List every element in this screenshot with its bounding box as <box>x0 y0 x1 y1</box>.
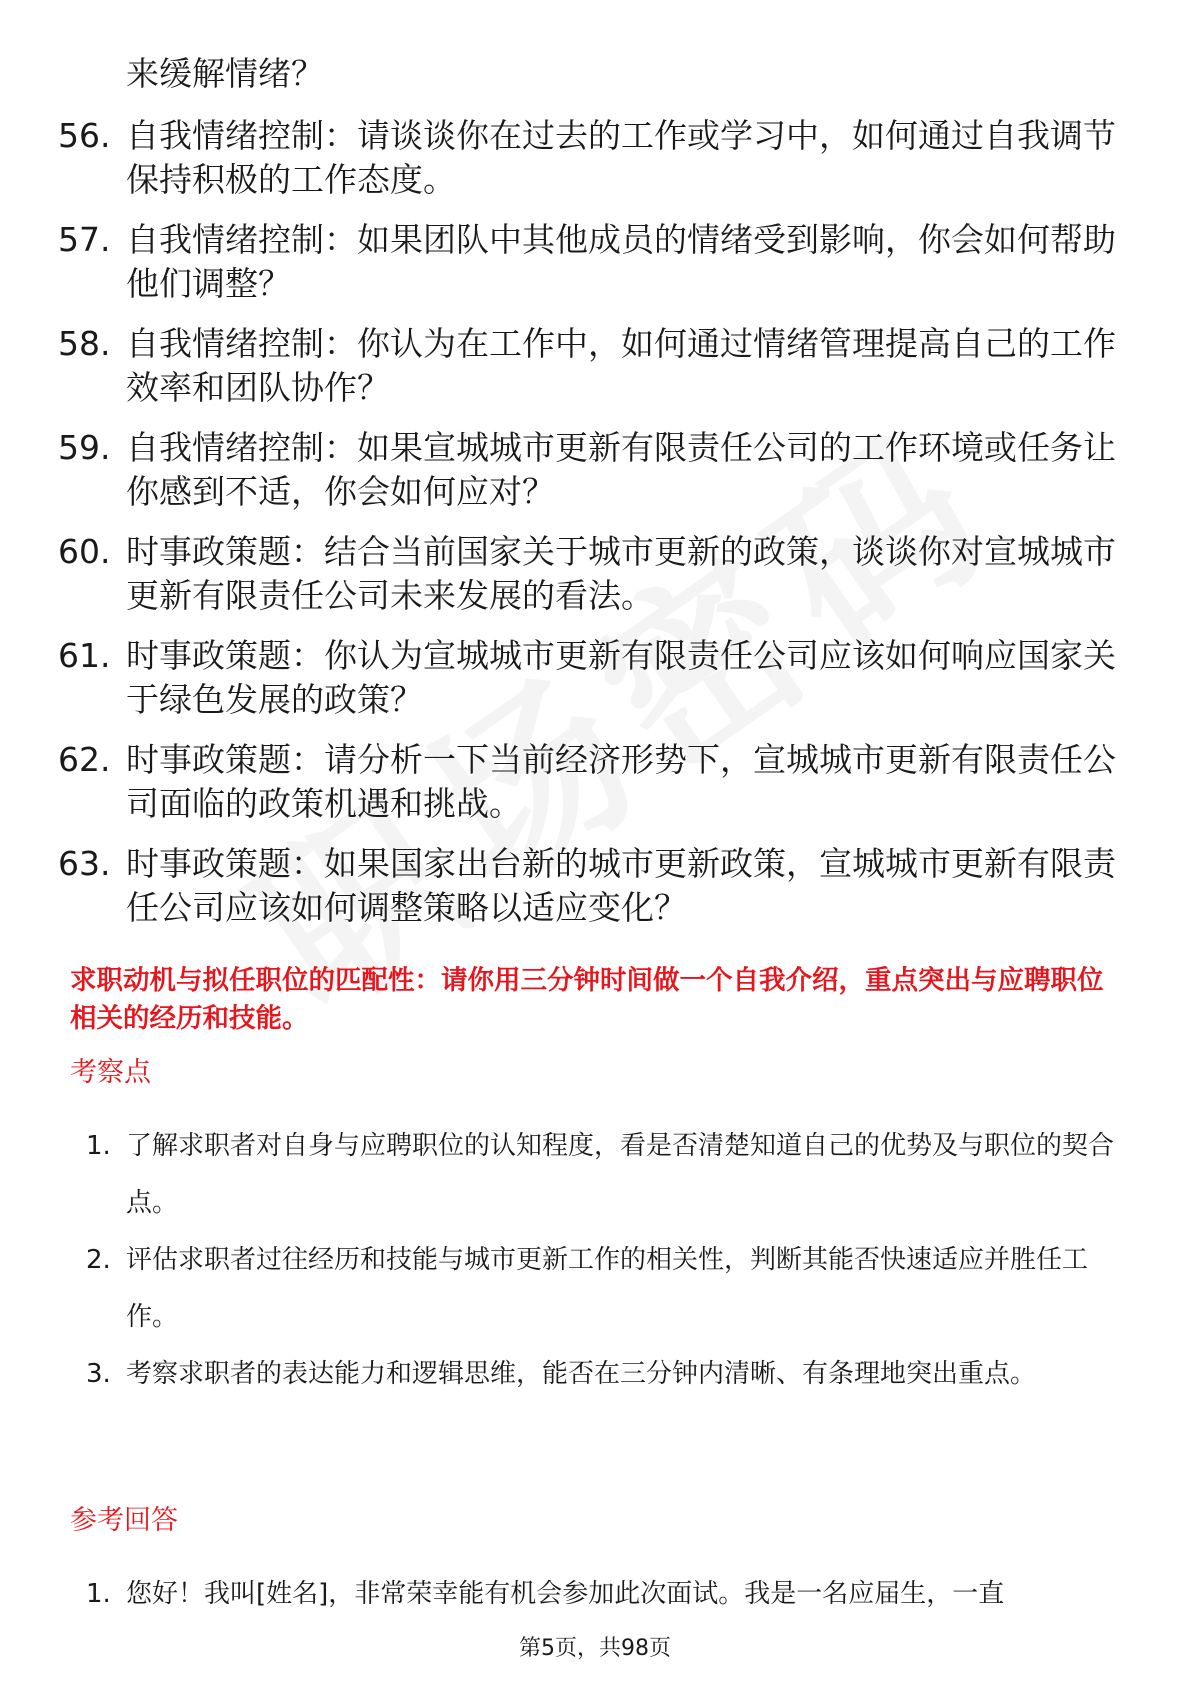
question-number: 57. <box>58 220 111 259</box>
point-number: 1. <box>86 1131 111 1161</box>
question-text: 自我情绪控制：请谈谈你在过去的工作或学习中，如何通过自我调节保持积极的工作态度。 <box>126 116 1116 199</box>
question-text: 自我情绪控制：你认为在工作中，如何通过情绪管理提高自己的工作效率和团队协作？ <box>126 324 1116 407</box>
question-text: 自我情绪控制：如果宣城城市更新有限责任公司的工作环境或任务让你感到不适，你会如何应对？ <box>126 428 1116 511</box>
question-list <box>58 114 1118 946</box>
question-text: 时事政策题：你认为宣城城市更新有限责任公司应该如何响应国家关于绿色发展的政策？ <box>126 636 1116 719</box>
question-item <box>58 842 1118 930</box>
examine-points <box>86 1118 1126 1403</box>
question-number: 56. <box>58 116 111 155</box>
point-text: 考察求职者的表达能力和逻辑思维，能否在三分钟内清晰、有条理地突出重点。 <box>126 1359 1037 1389</box>
point-text: 您好！我叫[姓名]，非常荣幸能有机会参加此次面试。我是一名应届生，一直 <box>126 1579 1005 1609</box>
question-number: 61. <box>58 636 111 675</box>
question-number: 60. <box>58 532 111 571</box>
examine-point <box>86 1346 1126 1403</box>
continued-text: 来缓解情绪？ <box>126 54 324 93</box>
examine-point <box>86 1118 1126 1232</box>
point-text: 了解求职者对自身与应聘职位的认知程度，看是否清楚知道自己的优势及与职位的契合点。 <box>126 1131 1115 1218</box>
question-text: 时事政策题：结合当前国家关于城市更新的政策，谈谈你对宣城城市更新有限责任公司未来发展的看法。 <box>126 532 1116 615</box>
point-text: 评估求职者过往经历和技能与城市更新工作的相关性，判断其能否快速适应并胜任工作。 <box>126 1245 1089 1332</box>
question-heading: 求职动机与拟任职位的匹配性：请你用三分钟时间做一个自我介绍，重点突出与应聘职位相关的经历和技能。 <box>70 965 1104 1034</box>
question-text: 自我情绪控制：如果团队中其他成员的情绪受到影响，你会如何帮助他们调整？ <box>126 220 1116 303</box>
question-text: 时事政策题：如果国家出台新的城市更新政策，宣城城市更新有限责任公司应该如何调整策略以适应变化？ <box>126 844 1116 927</box>
point-number: 1. <box>86 1579 111 1609</box>
question-item <box>58 114 1118 202</box>
question-number: 63. <box>58 844 111 883</box>
question-item <box>58 634 1118 722</box>
question-number: 62. <box>58 740 111 779</box>
question-text: 时事政策题：请分析一下当前经济形势下，宣城城市更新有限责任公司面临的政策机遇和挑战。 <box>126 740 1116 823</box>
answer-points <box>86 1566 1126 1623</box>
question-item <box>58 218 1118 306</box>
page-footer: 第5页，共98页 <box>519 1636 671 1661</box>
answer-title: 参考回答 <box>70 1505 178 1536</box>
question-number: 58. <box>58 324 111 363</box>
answer-point <box>86 1566 1126 1623</box>
point-number: 2. <box>86 1245 111 1275</box>
question-item <box>58 426 1118 514</box>
question-item <box>58 322 1118 410</box>
question-number: 59. <box>58 428 111 467</box>
point-number: 3. <box>86 1359 111 1389</box>
examine-point <box>86 1232 1126 1346</box>
question-item <box>58 530 1118 618</box>
question-item <box>58 738 1118 826</box>
examine-title: 考察点 <box>70 1057 151 1088</box>
